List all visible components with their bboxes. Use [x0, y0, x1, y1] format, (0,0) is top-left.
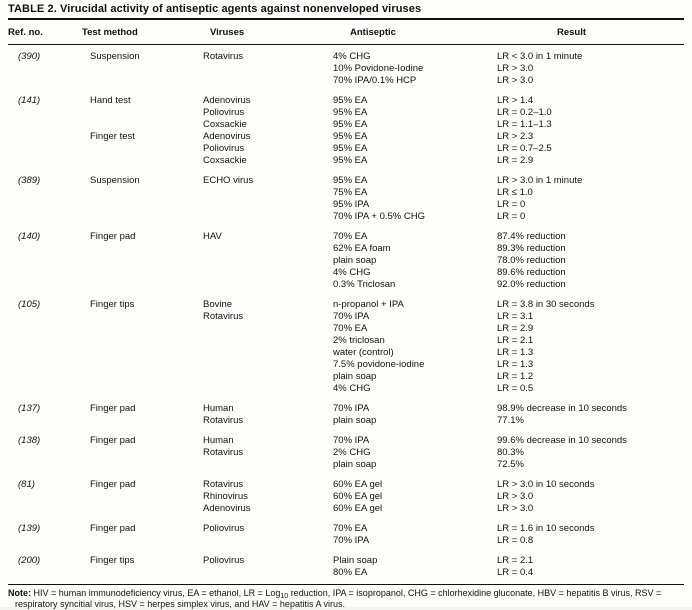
result-cell: LR = 0.5	[497, 383, 534, 394]
result-cell: LR = 3.8 in 30 seconds	[497, 299, 595, 310]
method-cell: Finger tips	[90, 299, 135, 310]
method-cell	[82, 347, 203, 359]
result-cell: LR > 1.4	[497, 95, 534, 106]
ref-cell	[8, 503, 82, 515]
table-row	[8, 435, 684, 447]
antiseptic-cell: plain soap	[333, 415, 377, 426]
result-cell: 87.4% reduction	[497, 231, 566, 242]
result-cell: 99.6% decrease in 10 seconds	[497, 435, 627, 446]
table-row	[8, 299, 684, 311]
ref-cell: (141)	[18, 95, 41, 106]
virus-cell: Coxsackie	[203, 155, 247, 166]
virus-cell: Adenovirus	[203, 95, 251, 106]
result-cell: LR = 1.6 in 10 seconds	[497, 523, 595, 534]
antiseptic-cell: 60% EA gel	[333, 479, 383, 490]
note-text-before-subscript: HIV = human immunodeficiency virus, EA = ethanol, LR = Log	[31, 588, 281, 598]
virus-cell	[203, 459, 333, 471]
table-group	[8, 523, 684, 547]
result-cell: LR > 2.3	[497, 131, 534, 142]
table-row	[8, 503, 684, 515]
table-row	[8, 255, 684, 267]
method-cell	[82, 187, 203, 199]
method-cell	[82, 567, 203, 579]
virus-cell: Poliovirus	[203, 523, 245, 534]
table-row	[8, 479, 684, 491]
result-cell: LR = 0	[497, 199, 526, 210]
ref-cell: (139)	[18, 523, 41, 534]
table-row	[8, 555, 684, 567]
method-cell	[82, 447, 203, 459]
antiseptic-cell: 62% EA foam	[333, 243, 391, 254]
result-cell: LR = 1.1–1.3	[497, 119, 552, 130]
ref-cell: (389)	[18, 175, 41, 186]
antiseptic-cell: 70% IPA	[333, 435, 370, 446]
method-cell	[82, 279, 203, 291]
table-group	[8, 231, 684, 291]
method-cell	[82, 323, 203, 335]
table-row	[8, 243, 684, 255]
method-cell	[82, 119, 203, 131]
method-cell	[82, 155, 203, 167]
virus-cell: Rhinovirus	[203, 491, 248, 502]
result-cell: LR > 3.0	[497, 75, 534, 86]
table-row	[8, 447, 684, 459]
ref-cell	[8, 459, 82, 471]
antiseptic-cell: 0.3% Triclosan	[333, 279, 396, 290]
virus-cell	[203, 535, 333, 547]
virus-cell: Human	[203, 403, 234, 414]
table-row	[8, 231, 684, 243]
virus-cell: Rotavirus	[203, 447, 244, 458]
table-row	[8, 119, 684, 131]
table-row	[8, 415, 684, 427]
result-cell: LR = 0.8	[497, 535, 534, 546]
table-row	[8, 187, 684, 199]
method-cell: Finger pad	[90, 479, 136, 490]
antiseptic-cell: 2% triclosan	[333, 335, 385, 346]
ref-cell	[8, 243, 82, 255]
ref-cell: (137)	[18, 403, 41, 414]
ref-cell	[8, 155, 82, 167]
antiseptic-cell: 95% EA	[333, 175, 368, 186]
table-row	[8, 107, 684, 119]
ref-cell	[8, 447, 82, 459]
result-cell: 89.6% reduction	[497, 267, 566, 278]
method-cell	[82, 255, 203, 267]
result-cell: LR = 0.7–2.5	[497, 143, 552, 154]
result-cell: LR > 3.0 in 10 seconds	[497, 479, 595, 490]
table-row	[8, 535, 684, 547]
ref-cell	[8, 75, 82, 87]
table-row	[8, 131, 684, 143]
antiseptic-cell: 4% CHG	[333, 383, 371, 394]
ref-cell	[8, 63, 82, 75]
method-cell	[82, 311, 203, 323]
antiseptic-cell: plain soap	[333, 371, 377, 382]
antiseptic-cell: plain soap	[333, 255, 377, 266]
result-cell: LR = 2.9	[497, 155, 534, 166]
ref-cell	[8, 199, 82, 211]
virus-cell	[203, 323, 333, 335]
table-group	[8, 175, 684, 223]
method-cell: Suspension	[90, 51, 140, 62]
antiseptic-cell: 95% EA	[333, 107, 368, 118]
table-row	[8, 459, 684, 471]
table-group	[8, 479, 684, 515]
virus-cell	[203, 267, 333, 279]
column-header-antiseptic: Antiseptic	[350, 27, 396, 38]
table-row	[8, 63, 684, 75]
virus-cell: Bovine	[203, 299, 233, 310]
result-cell: LR ≤ 1.0	[497, 187, 533, 198]
virus-cell: Adenovirus	[203, 131, 251, 142]
virus-cell	[203, 243, 333, 255]
result-cell: LR = 1.3	[497, 347, 534, 358]
table-group	[8, 403, 684, 427]
table-row	[8, 155, 684, 167]
column-header-result: Result	[557, 27, 587, 38]
result-cell: LR = 2.9	[497, 323, 534, 334]
table-group	[8, 95, 684, 167]
result-cell: LR = 0.2–1.0	[497, 107, 552, 118]
virus-cell: Coxsackie	[203, 119, 247, 130]
virus-cell: Rotavirus	[203, 479, 244, 490]
antiseptic-cell: 70% EA	[333, 523, 368, 534]
antiseptic-cell: 70% IPA/0.1% HCP	[333, 75, 417, 86]
table-row	[8, 279, 684, 291]
antiseptic-cell: 95% EA	[333, 131, 368, 142]
antiseptic-cell: 95% EA	[333, 155, 368, 166]
antiseptic-cell: 60% EA gel	[333, 503, 383, 514]
result-cell: LR = 1.2	[497, 371, 534, 382]
table-row	[8, 491, 684, 503]
ref-cell: (200)	[18, 555, 41, 566]
ref-cell: (140)	[18, 231, 41, 242]
table-row	[8, 143, 684, 155]
ref-cell	[8, 119, 82, 131]
method-cell	[82, 459, 203, 471]
antiseptic-cell: 70% EA	[333, 231, 368, 242]
virus-cell: Poliovirus	[203, 107, 245, 118]
antiseptic-cell: plain soap	[333, 459, 377, 470]
ref-cell	[8, 211, 82, 223]
antiseptic-cell: 70% EA	[333, 323, 368, 334]
ref-cell: (105)	[18, 299, 41, 310]
method-cell: Hand test	[90, 95, 131, 106]
result-cell: LR = 0	[497, 211, 526, 222]
ref-cell	[8, 359, 82, 371]
table-row	[8, 567, 684, 579]
ref-cell	[8, 415, 82, 427]
table-row	[8, 211, 684, 223]
table-header-row	[8, 20, 684, 44]
ref-cell	[8, 491, 82, 503]
virus-cell	[203, 63, 333, 75]
table-row	[8, 95, 684, 107]
table-row	[8, 523, 684, 535]
virus-cell	[203, 383, 333, 395]
result-cell: LR > 3.0	[497, 63, 534, 74]
method-cell: Finger pad	[90, 403, 136, 414]
method-cell: Finger tips	[90, 555, 135, 566]
table-row	[8, 267, 684, 279]
table-row	[8, 323, 684, 335]
antiseptic-cell: 10% Povidone-Iodine	[333, 63, 424, 74]
result-cell: LR > 3.0	[497, 491, 534, 502]
virus-cell	[203, 359, 333, 371]
ref-cell	[8, 371, 82, 383]
result-cell: LR > 3.0	[497, 503, 534, 514]
method-cell	[82, 107, 203, 119]
ref-cell: (390)	[18, 51, 41, 62]
ref-cell	[8, 107, 82, 119]
ref-cell	[8, 567, 82, 579]
result-cell: LR = 3.1	[497, 311, 534, 322]
virus-cell: Adenovirus	[203, 503, 251, 514]
result-cell: LR = 2.1	[497, 335, 534, 346]
antiseptic-cell: 2% CHG	[333, 447, 371, 458]
method-cell	[82, 359, 203, 371]
virus-cell: Rotavirus	[203, 51, 244, 62]
method-cell: Finger pad	[90, 523, 136, 534]
table-row	[8, 75, 684, 87]
antiseptic-cell: 95% IPA	[333, 199, 370, 210]
table-row	[8, 383, 684, 395]
ref-cell	[8, 323, 82, 335]
table-body	[8, 45, 684, 584]
virus-cell	[203, 347, 333, 359]
antiseptic-cell: 7.5% povidone-iodine	[333, 359, 425, 370]
table-row	[8, 335, 684, 347]
ref-cell	[8, 335, 82, 347]
ref-cell	[8, 267, 82, 279]
result-cell: LR = 1.3	[497, 359, 534, 370]
virus-cell: Rotavirus	[203, 311, 244, 322]
antiseptic-cell: 95% EA	[333, 143, 368, 154]
antiseptic-cell: 80% EA	[333, 567, 368, 578]
antiseptic-cell: 4% CHG	[333, 267, 371, 278]
virus-cell	[203, 211, 333, 223]
column-header-test-method: Test method	[82, 27, 138, 38]
method-cell	[82, 211, 203, 223]
method-cell	[82, 535, 203, 547]
footer-rule	[8, 584, 684, 585]
method-cell	[82, 503, 203, 515]
result-cell: LR = 2.1	[497, 555, 534, 566]
virus-cell	[203, 75, 333, 87]
method-cell: Suspension	[90, 175, 140, 186]
method-cell	[82, 335, 203, 347]
antiseptic-cell: 70% IPA	[333, 535, 370, 546]
antiseptic-cell: 95% EA	[333, 95, 368, 106]
antiseptic-cell: 95% EA	[333, 119, 368, 130]
table-row	[8, 51, 684, 63]
table-group	[8, 299, 684, 395]
method-cell	[82, 63, 203, 75]
ref-cell	[8, 143, 82, 155]
method-cell	[82, 371, 203, 383]
virus-cell	[203, 187, 333, 199]
table-group	[8, 435, 684, 471]
method-cell: Finger pad	[90, 435, 136, 446]
result-cell: 77.1%	[497, 415, 524, 426]
method-cell: Finger test	[90, 131, 135, 142]
method-cell: Finger pad	[90, 231, 136, 242]
method-cell	[82, 199, 203, 211]
antiseptic-cell: water (control)	[333, 347, 394, 358]
ref-cell	[8, 255, 82, 267]
virus-cell	[203, 567, 333, 579]
method-cell	[82, 383, 203, 395]
virus-cell: HAV	[203, 231, 222, 242]
virus-cell	[203, 371, 333, 383]
antiseptic-cell: 70% IPA	[333, 311, 370, 322]
virus-cell	[203, 199, 333, 211]
result-cell: 78.0% reduction	[497, 255, 566, 266]
column-header-viruses: Viruses	[210, 27, 245, 38]
method-cell	[82, 491, 203, 503]
note-text-after-subscript: reduction, IPA = isopropanol, CHG = chlorhexidine gluconate, HBV = hepatitis B virus, RSV = respiratory syncitial virus, HSV = herpes simplex virus, and HAV = hepatitis A virus.	[15, 588, 662, 609]
ref-cell	[8, 131, 82, 143]
table-title: TABLE 2. Virucidal activity of antiseptic agents against nonenveloped viruses	[8, 3, 422, 15]
antiseptic-cell: n-propanol + IPA	[333, 299, 404, 310]
table-row	[8, 371, 684, 383]
ref-cell: (81)	[18, 479, 35, 490]
antiseptic-cell: 70% IPA + 0.5% CHG	[333, 211, 425, 222]
note-label: Note:	[8, 588, 31, 598]
virus-cell	[203, 279, 333, 291]
antiseptic-cell: 70% IPA	[333, 403, 370, 414]
ref-cell: (138)	[18, 435, 41, 446]
result-cell: LR > 3.0 in 1 minute	[497, 175, 583, 186]
virus-cell: Poliovirus	[203, 143, 245, 154]
method-cell	[82, 243, 203, 255]
method-cell	[82, 415, 203, 427]
result-cell: LR = 0.4	[497, 567, 534, 578]
column-header-ref-no: Ref. no.	[8, 27, 43, 38]
result-cell: 92.0% reduction	[497, 279, 566, 290]
method-cell	[82, 143, 203, 155]
table-row	[8, 347, 684, 359]
method-cell	[82, 267, 203, 279]
antiseptic-cell: 60% EA gel	[333, 491, 383, 502]
table-row	[8, 311, 684, 323]
ref-cell	[8, 347, 82, 359]
virus-cell: ECHO virus	[203, 175, 254, 186]
table-group	[8, 555, 684, 579]
method-cell	[82, 75, 203, 87]
result-cell: 98.9% decrease in 10 seconds	[497, 403, 627, 414]
ref-cell	[8, 279, 82, 291]
table-row	[8, 199, 684, 211]
antiseptic-cell: Plain soap	[333, 555, 378, 566]
virus-cell: Poliovirus	[203, 555, 245, 566]
result-cell: LR < 3.0 in 1 minute	[497, 51, 583, 62]
result-cell: 72.5%	[497, 459, 524, 470]
note-subscript: 10	[280, 593, 289, 600]
antiseptic-cell: 75% EA	[333, 187, 368, 198]
result-cell: 89.3% reduction	[497, 243, 566, 254]
table-row	[8, 403, 684, 415]
ref-cell	[8, 311, 82, 323]
table-row	[8, 175, 684, 187]
ref-cell	[8, 383, 82, 395]
antiseptic-cell: 4% CHG	[333, 51, 371, 62]
virus-cell	[203, 255, 333, 267]
result-cell: 80.3%	[497, 447, 524, 458]
ref-cell	[8, 535, 82, 547]
ref-cell	[8, 187, 82, 199]
table-group	[8, 51, 684, 87]
table-row	[8, 359, 684, 371]
virus-cell: Rotavirus	[203, 415, 244, 426]
virus-cell	[203, 335, 333, 347]
virus-cell: Human	[203, 435, 234, 446]
